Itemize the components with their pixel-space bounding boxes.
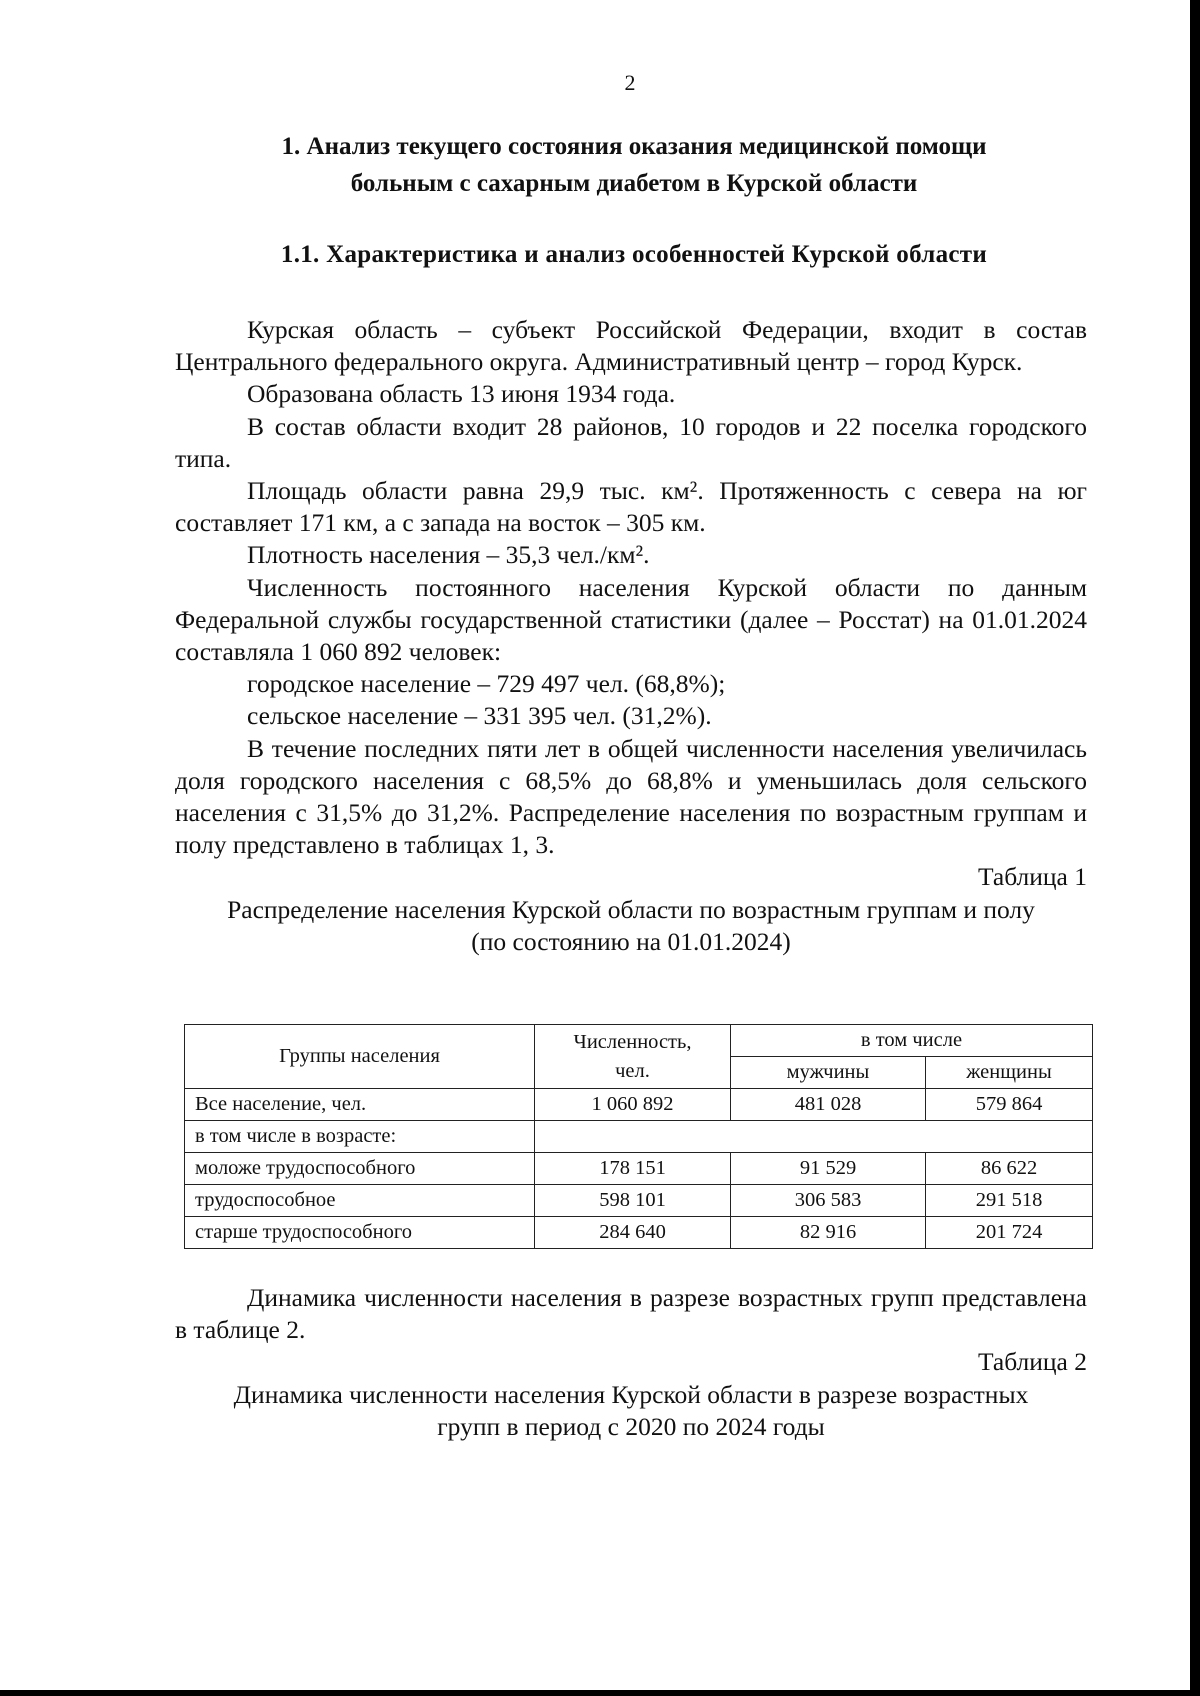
paragraph-rural: сельское население – 331 395 чел. (31,2%). bbox=[247, 701, 712, 731]
paragraph-trend: В течение последних пяти лет в общей численности населения увеличилась доля городского населения с 68,5% до 68,8% и уменьшилась доля сельского населения с 31,5% до 31,2%. Распределение населения по возрастным группам и полу представлено в таблицах 1, 3. bbox=[175, 733, 1087, 860]
cell-group: в том числе в возрасте: bbox=[185, 1121, 535, 1153]
cell-total: 1 060 892 bbox=[535, 1089, 731, 1121]
cell-group: старше трудоспособного bbox=[185, 1217, 535, 1249]
table1-label: Таблица 1 bbox=[977, 862, 1087, 892]
paragraph-density: Плотность населения – 35,3 чел./км². bbox=[247, 540, 650, 570]
cell-men: 481 028 bbox=[731, 1089, 926, 1121]
header-men: мужчины bbox=[731, 1057, 926, 1089]
paragraph-region-status: Курская область – субъект Российской Федерации, входит в состав Центрального федерального округа. Административный центр – город Курск. bbox=[175, 315, 1087, 377]
cell-group: моложе трудоспособного bbox=[185, 1153, 535, 1185]
cell-women: 291 518 bbox=[926, 1185, 1093, 1217]
table1-container bbox=[184, 1024, 1092, 1249]
table1-title-line-2: (по состоянию на 01.01.2024) bbox=[471, 926, 791, 956]
table2-title-line-1: Динамика численности населения Курской области в разрезе возрастных bbox=[233, 1379, 1029, 1409]
paragraph-founded: Образована область 13 июня 1934 года. bbox=[247, 379, 676, 409]
after-table-text bbox=[175, 1282, 1087, 1443]
population-table bbox=[184, 1024, 1093, 1249]
cell-total: 178 151 bbox=[535, 1153, 731, 1185]
cell-group: трудоспособное bbox=[185, 1185, 535, 1217]
body-text bbox=[175, 314, 1087, 958]
table1-title-line-1: Распределение населения Курской области по возрастным группам и полу bbox=[227, 894, 1035, 924]
paragraph-urban: городское население – 729 497 чел. (68,8%); bbox=[247, 669, 726, 699]
table-row bbox=[185, 1185, 1093, 1217]
cell-men: 91 529 bbox=[731, 1153, 926, 1185]
section-heading-line-1: 1. Анализ текущего состояния оказания медицинской помощи bbox=[281, 133, 987, 160]
table1-title bbox=[175, 894, 1087, 958]
scan-edge-right bbox=[1190, 0, 1200, 1696]
paragraph-composition: В состав области входит 28 районов, 10 городов и 22 поселка городского типа. bbox=[175, 411, 1087, 473]
scan-edge-bottom bbox=[0, 1690, 1200, 1696]
header-including: в том числе bbox=[731, 1025, 1093, 1057]
paragraph-population: Численность постоянного населения Курской области по данным Федеральной службы государственной статистики (далее – Росстат) на 01.01.2024 составляла 1 060 892 человек: bbox=[175, 572, 1087, 667]
section-heading-line-2: больным с сахарным диабетом в Курской области bbox=[350, 170, 918, 197]
table-header-row bbox=[185, 1025, 1093, 1057]
table-row bbox=[185, 1217, 1093, 1249]
cell-total: 598 101 bbox=[535, 1185, 731, 1217]
paragraph-dynamics: Динамика численности населения в разрезе возрастных групп представлена в таблице 2. bbox=[175, 1283, 1087, 1345]
cell-women: 579 864 bbox=[926, 1089, 1093, 1121]
header-count-line-2: чел. bbox=[615, 1059, 650, 1082]
cell-total: 284 640 bbox=[535, 1217, 731, 1249]
header-count-line-1: Численность, bbox=[573, 1030, 692, 1053]
table2-label: Таблица 2 bbox=[977, 1347, 1087, 1377]
table-row bbox=[185, 1089, 1093, 1121]
table-row bbox=[185, 1121, 1093, 1153]
cell-men: 306 583 bbox=[731, 1185, 926, 1217]
table2-title bbox=[175, 1379, 1087, 1443]
subsection-heading: 1.1. Характеристика и анализ особенностей Курской области bbox=[280, 241, 988, 268]
cell-women: 201 724 bbox=[926, 1217, 1093, 1249]
header-count bbox=[535, 1025, 731, 1089]
header-groups: Группы населения bbox=[185, 1025, 535, 1089]
cell-empty-span bbox=[535, 1121, 1093, 1153]
cell-group: Все население, чел. bbox=[185, 1089, 535, 1121]
page-number: 2 bbox=[624, 70, 636, 95]
cell-men: 82 916 bbox=[731, 1217, 926, 1249]
table2-title-line-2: групп в период с 2020 по 2024 годы bbox=[437, 1411, 825, 1441]
table-row bbox=[185, 1153, 1093, 1185]
header-women: женщины bbox=[926, 1057, 1093, 1089]
paragraph-area: Площадь области равна 29,9 тыс. км². Протяженность с севера на юг составляет 171 км, а с запада на восток – 305 км. bbox=[175, 476, 1087, 538]
section-heading bbox=[176, 128, 1092, 202]
cell-women: 86 622 bbox=[926, 1153, 1093, 1185]
